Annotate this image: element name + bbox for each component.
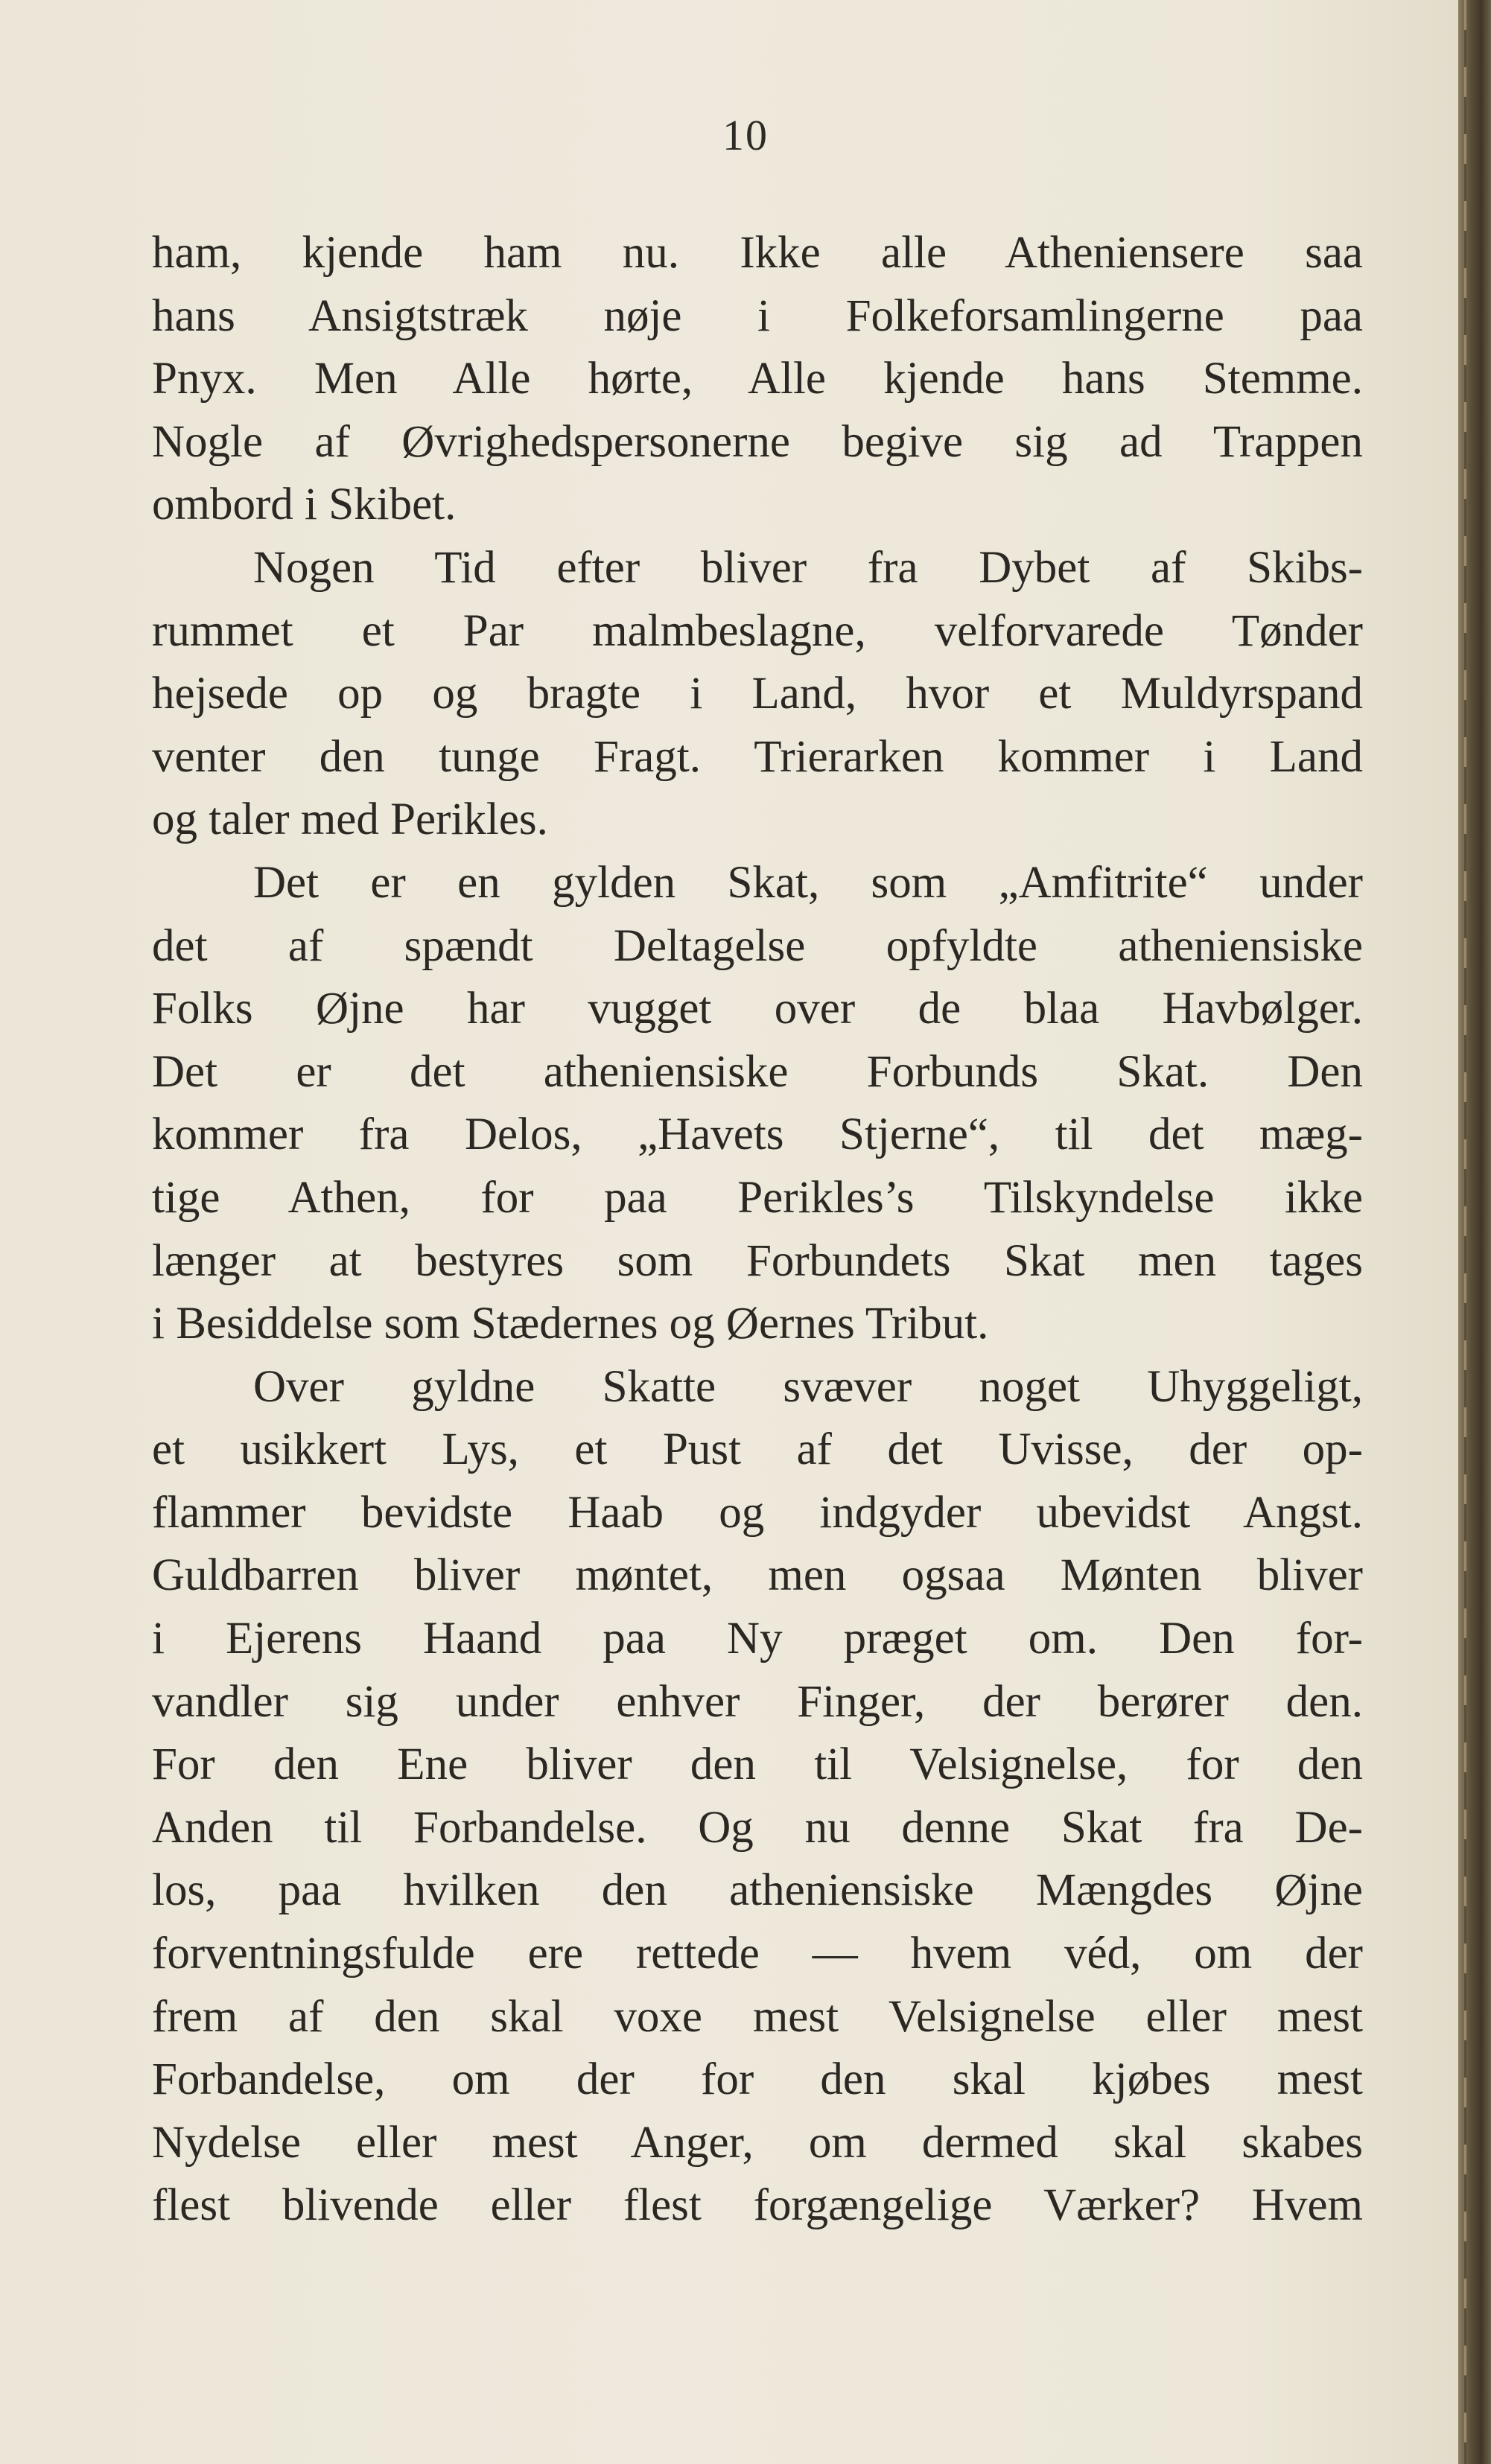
text-line: Nogle af Øvrighedspersonerne begive sig ad Trappen [152, 416, 1363, 467]
text-line: kommer fra Delos, „Havets Stjerne“, til det mæg- [152, 1110, 1363, 1160]
text-line: frem af den skal voxe mest Velsignelse eller mest [152, 1991, 1363, 2042]
text-line: For den Ene bliver den til Velsignelse, for den [152, 1739, 1363, 1790]
text-line: Guldbarren bliver møntet, men ogsaa Mønten bliver [152, 1550, 1363, 1601]
page-number: 10 [722, 111, 769, 159]
text-line: ombord i Skibet. [152, 480, 457, 530]
text-line: Forbandelse, om der for den skal kjøbes mest [152, 2054, 1363, 2105]
text-line: et usikkert Lys, et Pust af det Uvisse, der op- [152, 1424, 1363, 1475]
paragraph-start-line: Det er en gylden Skat, som „Amfitrite“ under [253, 857, 1363, 908]
text-line: Folks Øjne har vugget over de blaa Havbølger. [152, 984, 1363, 1034]
text-line: det af spændt Deltagelse opfyldte atheniensiske [152, 920, 1363, 971]
text-line: ham, kjende ham nu. Ikke alle Atheniensere saa [152, 228, 1363, 278]
text-line: Det er det atheniensiske Forbunds Skat. Den [152, 1046, 1363, 1097]
paragraph-start-line: Over gyldne Skatte svæver noget Uhyggeligt, [253, 1361, 1363, 1412]
text-line: Pnyx. Men Alle hørte, Alle kjende hans Stemme. [152, 354, 1363, 404]
text-line: Nydelse eller mest Anger, om dermed skal skabes [152, 2117, 1363, 2168]
body-text [152, 222, 1363, 2238]
text-line: Anden til Forbandelse. Og nu denne Skat fra De- [152, 1802, 1363, 1853]
text-line: flammer bevidste Haab og indgyder ubevidst Angst. [152, 1487, 1363, 1538]
text-line: rummet et Par malmbeslagne, velforvarede Tønder [152, 605, 1363, 656]
book-binding-edge [1458, 0, 1491, 2464]
text-line: hans Ansigtstræk nøje i Folkeforsamlingerne paa [152, 290, 1363, 341]
text-line: vandler sig under enhver Finger, der berører den. [152, 1676, 1363, 1727]
text-line: hejsede op og bragte i Land, hvor et Muldyrspand [152, 669, 1363, 719]
paragraph-start-line: Nogen Tid efter bliver fra Dybet af Skibs- [253, 542, 1363, 593]
text-line: tige Athen, for paa Perikles’s Tilskyndelse ikke [152, 1172, 1363, 1223]
text-line: og taler med Perikles. [152, 795, 548, 845]
text-line: længer at bestyres som Forbundets Skat men tages [152, 1235, 1363, 1286]
text-line: i Ejerens Haand paa Ny præget om. Den for- [152, 1614, 1363, 1664]
text-line: forventningsfulde ere rettede — hvem véd, om der [152, 1929, 1363, 1979]
text-line: venter den tunge Fragt. Trierarken kommer i Land [152, 731, 1363, 782]
text-line: i Besiddelse som Stædernes og Øernes Tribut. [152, 1299, 989, 1349]
text-line: los, paa hvilken den atheniensiske Mængdes Øjne [152, 1865, 1363, 1916]
text-line: flest blivende eller flest forgængelige Værker? Hvem [152, 2180, 1363, 2231]
